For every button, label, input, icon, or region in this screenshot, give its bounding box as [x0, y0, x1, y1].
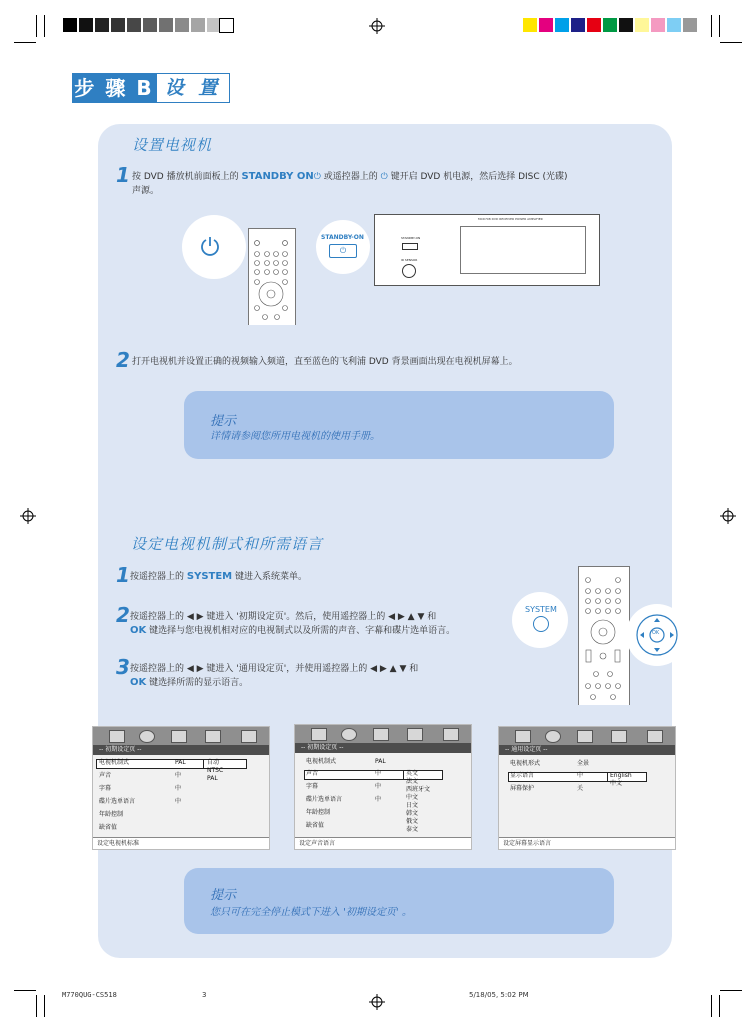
osd-row-label: 碟片选单语言 [306, 796, 343, 803]
system-label: SYSTEM [525, 605, 557, 614]
crop-mark [711, 995, 712, 1017]
standby-label: STANDBY-ON [321, 234, 364, 241]
osd-row-label: 电视机形式 [510, 760, 541, 767]
crop-mark [36, 15, 37, 37]
osd-row-label: 碟片选单语言 [99, 798, 136, 805]
osd-row-label: 电视机制式 [306, 758, 337, 765]
step-number: 2 [116, 348, 130, 372]
tip-body: 详情请参阅您所用电视机的使用手册。 [210, 431, 380, 442]
crop-mark [44, 995, 45, 1017]
standby-button: ⏻ [329, 244, 357, 258]
osd-option: 中文 [406, 794, 419, 801]
osd-tab-icon [515, 730, 531, 743]
osd-option: 日文 [406, 802, 419, 809]
crop-mark [36, 995, 37, 1017]
osd-tab-icon [171, 730, 187, 743]
osd-row-label: 声音 [306, 770, 319, 777]
dvd-unit-standby [402, 243, 418, 250]
osd-screen-2 [294, 724, 472, 850]
tip-title: 提示 [210, 888, 237, 903]
osd-row-label: 屏幕保护 [510, 785, 535, 792]
tip-body: 您只可在完全停止模式下进入 '初期设定页' 。 [210, 907, 412, 918]
osd-row-label: 字幕 [99, 785, 112, 792]
crop-mark [711, 15, 712, 37]
registration-mark-icon [369, 994, 385, 1010]
footer-code: M770QUG-CS518 [62, 991, 117, 999]
osd-tab-icon [443, 728, 459, 741]
step-number: 2 [116, 603, 130, 627]
crop-mark [720, 42, 742, 43]
osd-option: 西班牙文 [406, 786, 431, 793]
osd-row-value: PAL [175, 759, 186, 766]
osd-option: 中文 [610, 780, 623, 787]
osd-footer: 设定电视机标准 [93, 837, 269, 849]
osd-tab-icon [545, 730, 561, 743]
osd-option: 法文 [406, 778, 419, 785]
osd-selected-row [304, 770, 404, 780]
power-icon: ⏻ [313, 172, 321, 182]
osd-tab-icon [611, 730, 627, 743]
osd-option: 泰文 [406, 826, 419, 833]
ok-label: OK [652, 630, 660, 636]
step-text: 按 DVD 播放机前面板上的 STANDBY ON⏻ 或遥控器上的 ⏻ 键开启 DVD 机电源，然后选择 DISC (光碟) 声源。 [132, 171, 568, 196]
section-title-lang: 设定电视机制式和所需语言 [131, 535, 324, 553]
osd-tab-icon [241, 730, 257, 743]
osd-footer: 设定屏幕显示语言 [499, 837, 675, 849]
osd-option: PAL [207, 775, 218, 782]
dvd-unit-label: IR SENSOR [401, 258, 418, 262]
osd-tab-icon [407, 728, 423, 741]
step-badge: 步 骤 B [72, 73, 156, 103]
crop-mark [719, 15, 720, 37]
osd-subtitle: -- 通用设定页 -- [499, 745, 675, 755]
step-text: 按遥控器上的 ◀ ▶ 键进入 '初期设定页'。然后，使用遥控器上的 ◀ ▶ ▲ ▼ 和 OK 键选择与您电视机相对应的电视制式以及所需的声音、字幕和碟片选单语言。 [130, 612, 456, 636]
footer-date: 5/18/05, 5:02 PM [469, 991, 529, 999]
osd-row-label: 缺省值 [99, 824, 118, 831]
osd-row-value: 关 [577, 785, 584, 792]
system-button-icon [533, 616, 549, 632]
osd-footer: 设定声音语言 [295, 837, 471, 849]
osd-tab-icon [311, 728, 327, 741]
osd-row-label: 声音 [99, 772, 112, 779]
tip-box [184, 868, 614, 934]
step-number: 3 [116, 655, 130, 679]
osd-option: NTSC [207, 767, 224, 774]
footer-page-number: 3 [202, 991, 207, 999]
remote-buttons [578, 566, 628, 704]
osd-option: English [610, 772, 632, 779]
osd-row-value: PAL [375, 758, 386, 765]
step-text: 打开电视机并设置正确的视频输入频道，直至蓝色的飞利浦 DVD 背景画面出现在电视机屏幕上。 [132, 357, 518, 367]
osd-row-value: 中 [577, 772, 584, 779]
osd-tab-icon [109, 730, 125, 743]
tip-box [184, 391, 614, 459]
dvd-unit-knob [402, 264, 416, 278]
dvd-unit-model: MCD708 DVD RECEIVER POWER AMPLIFIER [478, 217, 543, 221]
step-number: 1 [116, 563, 130, 587]
osd-tab-icon [647, 730, 663, 743]
osd-screen-3 [498, 726, 676, 850]
osd-row-label: 显示语言 [510, 772, 535, 779]
registration-mark-icon [20, 508, 36, 524]
step-text: 按遥控器上的 SYSTEM 键进入系统菜单。 [130, 571, 307, 582]
crop-mark [14, 990, 36, 991]
osd-tab-icon [205, 730, 221, 743]
osd-row-label: 电视机制式 [99, 759, 130, 766]
step-text: 按遥控器上的 ◀ ▶ 键进入 '通用设定页'，并使用遥控器上的 ◀ ▶ ▲ ▼ 和 OK 键选择所需的显示语言。 [130, 664, 419, 688]
osd-option: 韩文 [406, 810, 419, 817]
crop-mark [44, 15, 45, 37]
osd-tab-icon [577, 730, 593, 743]
osd-row-label: 字幕 [306, 783, 319, 790]
tip-title: 提示 [210, 414, 237, 429]
osd-row-label: 年龄控制 [99, 811, 124, 818]
osd-row-value: 中 [375, 796, 382, 803]
osd-row-value: 中 [175, 785, 182, 792]
dvd-unit-display [460, 226, 586, 274]
osd-option: 俄文 [406, 818, 419, 825]
registration-mark-icon [369, 18, 385, 34]
osd-tab-icon [341, 728, 357, 741]
osd-row-value: 中 [175, 772, 182, 779]
osd-row-value: 中 [175, 798, 182, 805]
osd-screen-1 [92, 726, 270, 850]
power-icon: ⏻ [380, 172, 388, 182]
osd-subtitle: -- 初期设定页 -- [93, 745, 269, 755]
remote-buttons [248, 228, 294, 324]
osd-row-value: 中 [375, 783, 382, 790]
registration-mark-icon [720, 508, 736, 524]
osd-option: 英文 [406, 770, 419, 777]
page-title: 设 置 [156, 73, 230, 103]
osd-tab-icon [139, 730, 155, 743]
osd-option: 自动 [207, 759, 220, 766]
section-title-tv: 设置电视机 [132, 136, 213, 154]
osd-row-label: 年龄控制 [306, 809, 331, 816]
osd-subtitle: -- 初期设定页 -- [295, 743, 471, 753]
osd-row-value: 中 [375, 770, 382, 777]
osd-tab-icon [373, 728, 389, 741]
power-icon [199, 235, 221, 257]
crop-mark [720, 990, 742, 991]
crop-mark [719, 995, 720, 1017]
osd-row-label: 缺省值 [306, 822, 325, 829]
osd-row-value: 全景 [577, 760, 590, 767]
crop-mark [14, 42, 36, 43]
step-number: 1 [116, 163, 130, 187]
dvd-unit-label: STANDBY-ON [401, 236, 421, 240]
